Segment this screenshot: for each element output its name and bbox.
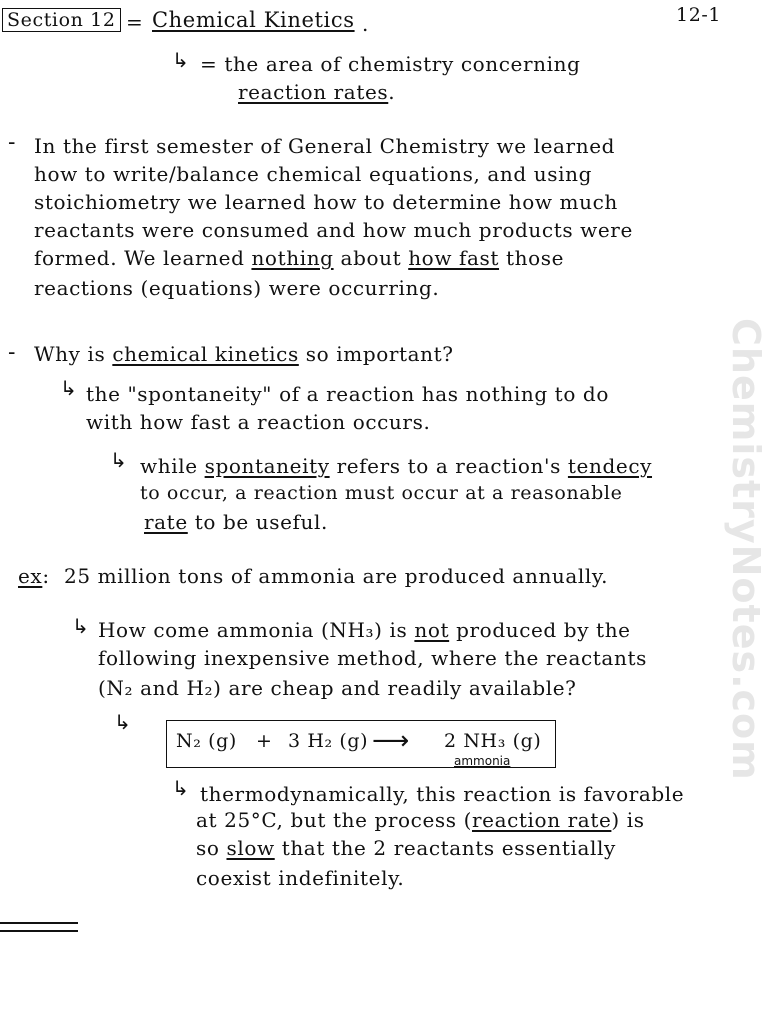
section-label: Section 12: [2, 8, 121, 32]
hook-arrow-icon: ↳: [172, 776, 189, 800]
example-colon: :: [42, 564, 50, 588]
equation-plus: +: [256, 730, 273, 752]
para1-line5-b: about: [340, 246, 402, 270]
hook-arrow-icon: ↳: [110, 448, 127, 472]
emphasis-nothing: nothing: [251, 246, 334, 270]
emphasis-slow: slow: [226, 836, 275, 860]
emphasis-not: not: [414, 618, 450, 642]
answer-line2-b: ) is: [611, 808, 645, 832]
bullet-dash-icon: -: [8, 340, 16, 365]
para1-line1: In the first semester of General Chemistry we learned: [34, 134, 616, 158]
reaction-arrow-icon: ⟶: [372, 726, 410, 756]
para1-line5: [34, 246, 564, 270]
example-label: [18, 564, 50, 588]
definition-text: = the area of chemistry concerning: [200, 52, 581, 76]
emphasis-rate: rate: [144, 510, 188, 534]
para1-line2: how to write/balance chemical equations, and using: [34, 162, 592, 186]
example-q-a: How come ammonia (NH₃) is: [98, 618, 408, 642]
definition-period: .: [388, 80, 396, 104]
example-question-line2: following inexpensive method, where the reactants: [98, 646, 647, 670]
hook-arrow-icon: ↳: [60, 376, 77, 400]
bullet-dash-icon: -: [8, 130, 16, 155]
answer-line1: thermodynamically, this reaction is favorable: [200, 782, 685, 806]
hook-arrow-icon: ↳: [114, 710, 131, 734]
definition-term: reaction rates: [238, 80, 389, 104]
question-term: chemical kinetics: [112, 342, 299, 366]
end-rule-top: [0, 922, 78, 924]
answer2-line1: [140, 454, 652, 478]
para1-line5-a: formed. We learned: [34, 246, 245, 270]
example-question-line1: [98, 618, 631, 642]
answer2-end: to be useful.: [194, 510, 328, 534]
answer-line3: [196, 836, 616, 860]
example-question-line3: (N₂ and H₂) are cheap and readily available?: [98, 676, 577, 700]
para1-line3: stoichiometry we learned how to determine how much: [34, 190, 618, 214]
question-suffix: so important?: [305, 342, 454, 366]
emphasis-reaction-rate: reaction rate: [472, 808, 612, 832]
answer-line3-b: that the 2 reactants essentially: [281, 836, 616, 860]
example-ex: ex: [18, 564, 43, 588]
answer2-line3: [144, 510, 328, 534]
para1-line6: reactions (equations) were occurring.: [34, 276, 440, 300]
example-statement: 25 million tons of ammonia are produced annually.: [64, 564, 609, 588]
equation-product-label: ammonia: [454, 754, 511, 768]
hook-arrow-icon: ↳: [172, 48, 189, 72]
answer1-line1: the "spontaneity" of a reaction has nothing to do: [86, 382, 609, 406]
para1-line4: reactants were consumed and how much products were: [34, 218, 633, 242]
definition-term-line: [238, 80, 395, 104]
answer-line3-a: so: [196, 836, 220, 860]
answer-line4: coexist indefinitely.: [196, 866, 405, 890]
end-rule-bottom: [0, 930, 78, 932]
answer1-line2: with how fast a reaction occurs.: [86, 410, 431, 434]
watermark: ChemistryNotes.com: [724, 318, 768, 781]
answer2-prefix: while: [140, 454, 198, 478]
answer2-mid: refers to a reaction's: [336, 454, 561, 478]
title-period: .: [362, 12, 369, 36]
answer-line2-a: at 25°C, but the process (: [196, 808, 472, 832]
answer-line2: [196, 808, 645, 832]
page-number: 12-1: [676, 4, 722, 26]
answer2-line2: to occur, a reaction must occur at a reasonable: [140, 482, 623, 504]
equation-reactant-h2: 3 H₂ (g): [288, 730, 369, 752]
hook-arrow-icon: ↳: [72, 614, 89, 638]
emphasis-tendecy: tendecy: [567, 454, 653, 478]
equation-reactant-n2: N₂ (g): [176, 730, 237, 752]
question-prefix: Why is: [34, 342, 106, 366]
equation-product-nh3: 2 NH₃ (g): [444, 730, 542, 752]
page-title: Chemical Kinetics: [152, 8, 355, 32]
emphasis-how-fast: how fast: [408, 246, 500, 270]
para1-line5-c: those: [506, 246, 565, 270]
equals-sign: =: [126, 10, 144, 34]
emphasis-spontaneity: spontaneity: [204, 454, 330, 478]
example-q-b: produced by the: [456, 618, 631, 642]
question-why-kinetics: [34, 342, 454, 366]
